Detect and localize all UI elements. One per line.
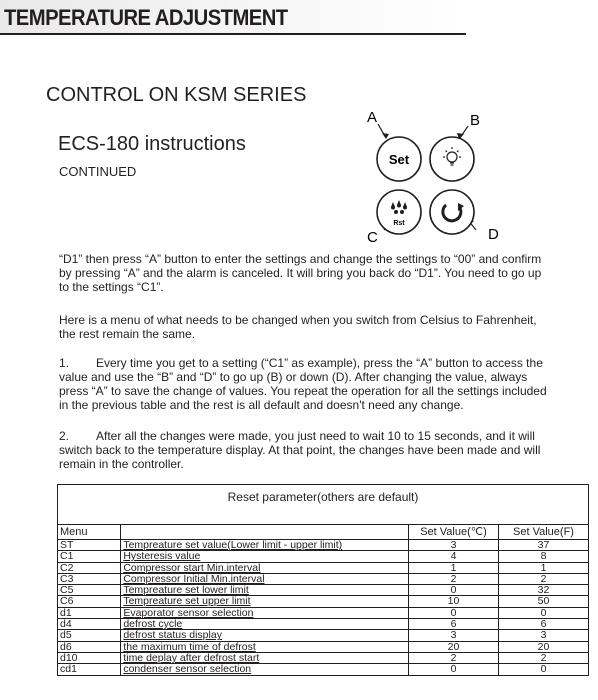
celsius-value-cell: 0: [409, 585, 499, 596]
description-cell: defrost cycle: [121, 619, 409, 630]
description-cell: Tempreature set upper limit: [121, 596, 409, 607]
description-cell: Evaporator sensor selection: [121, 607, 409, 618]
table-row: [58, 607, 589, 618]
instruction-paragraph: “D1” then press “A” button to enter the settings and change the settings to “00” and confirm by pressing “A” and the alarm is canceled. It will bring you back do “D1”. You need to go up to the settings “C1”.: [59, 252, 542, 294]
menu-code-cell: d6: [58, 641, 121, 652]
celsius-value-cell: 20: [409, 641, 499, 652]
celsius-value-cell: 0: [409, 607, 499, 618]
menu-code-cell: C3: [58, 573, 121, 584]
list-item-number: 1.: [59, 356, 70, 370]
celsius-value-cell: 1: [409, 562, 499, 573]
list-item: [59, 429, 549, 471]
column-header-menu: Menu: [58, 525, 121, 540]
table-header-row: [58, 525, 589, 540]
column-header-fahrenheit: Set Value(F): [498, 525, 588, 540]
celsius-value-cell: 2: [409, 573, 499, 584]
description-cell: Compressor start Min.interval: [121, 562, 409, 573]
button-c-label: C: [367, 229, 378, 246]
table-row: [58, 630, 589, 641]
continued-label: CONTINUED: [59, 164, 137, 179]
menu-code-cell: C6: [58, 596, 121, 607]
page-header-title: TEMPERATURE ADJUSTMENT: [4, 5, 288, 30]
menu-code-cell: d10: [58, 652, 121, 663]
menu-code-cell: C1: [58, 551, 121, 562]
table-row: [58, 641, 589, 652]
fahrenheit-value-cell: 1: [498, 562, 588, 573]
menu-code-cell: d5: [58, 630, 121, 641]
column-header-celsius: Set Value(℃): [409, 525, 499, 540]
menu-code-cell: ST: [58, 540, 121, 551]
control-buttons-diagram: [362, 108, 502, 248]
button-d-label: D: [488, 226, 499, 243]
menu-code-cell: C2: [58, 562, 121, 573]
description-cell: Compressor Initial Min.interval: [121, 573, 409, 584]
reset-parameter-table: [57, 484, 589, 676]
rst-label: Rst: [393, 220, 405, 227]
celsius-value-cell: 2: [409, 652, 499, 663]
header-bar: [0, 0, 466, 35]
defrost-button[interactable]: [377, 190, 421, 234]
celsius-value-cell: 6: [409, 619, 499, 630]
table-row: [58, 596, 589, 607]
column-header-description: [121, 525, 409, 540]
list-item: [59, 356, 549, 412]
fahrenheit-value-cell: 3: [498, 630, 588, 641]
description-cell: condenser sensor selection: [121, 664, 409, 675]
document-title: ECS-180 instructions: [58, 133, 246, 155]
menu-code-cell: d1: [58, 607, 121, 618]
description-cell: Tempreature set value(Lower limit - upper limit): [121, 540, 409, 551]
table-row: [58, 551, 589, 562]
celsius-value-cell: 4: [409, 551, 499, 562]
menu-code-cell: cd1: [58, 664, 121, 675]
celsius-value-cell: 3: [409, 540, 499, 551]
menu-code-cell: C5: [58, 585, 121, 596]
fahrenheit-value-cell: 37: [498, 540, 588, 551]
description-cell: the maximum time of defrost: [121, 641, 409, 652]
fahrenheit-value-cell: 0: [498, 664, 588, 675]
table-row: [58, 619, 589, 630]
menu-code-cell: d4: [58, 619, 121, 630]
list-item-text: Every time you get to a setting (“C1” as example), press the “A” button to access the value and use the “B” and “D” to go up (B) or down (D). After changing the value, always press “A” to save the change of values. You repeat the operation for all the settings included in the previous table and the rest is all default and doesn't need any change.: [59, 356, 547, 412]
celsius-value-cell: 3: [409, 630, 499, 641]
fahrenheit-value-cell: 0: [498, 607, 588, 618]
table-row: [58, 562, 589, 573]
celsius-value-cell: 0: [409, 664, 499, 675]
button-a-label: A: [367, 109, 378, 126]
description-cell: Tempreature set lower limit: [121, 585, 409, 596]
fahrenheit-value-cell: 2: [498, 573, 588, 584]
table-row: [58, 652, 589, 663]
fahrenheit-value-cell: 20: [498, 641, 588, 652]
fahrenheit-value-cell: 32: [498, 585, 588, 596]
table-title-row: [58, 485, 589, 510]
menu-intro-paragraph: Here is a menu of what needs to be changed when you switch from Celsius to Fahrenheit, the rest remain the same.: [59, 313, 537, 341]
list-item-text: After all the changes were made, you just need to wait 10 to 15 seconds, and it will switch back to the temperature display. At that point, the changes have been made and will remain in the controller.: [59, 429, 541, 471]
fahrenheit-value-cell: 2: [498, 652, 588, 663]
section-title: CONTROL ON KSM SERIES: [46, 84, 307, 106]
table-row: [58, 585, 589, 596]
fahrenheit-value-cell: 50: [498, 596, 588, 607]
description-cell: defrost status display: [121, 630, 409, 641]
down-button[interactable]: [430, 190, 474, 234]
list-item-number: 2.: [59, 429, 70, 443]
light-button[interactable]: [430, 137, 474, 181]
table-title: Reset parameter(others are default): [58, 485, 589, 510]
description-cell: time deplay after defrost start: [121, 652, 409, 663]
description-cell: Hysteresis value: [121, 551, 409, 562]
button-b-label: B: [470, 112, 481, 129]
celsius-value-cell: 10: [409, 596, 499, 607]
table-row: [58, 540, 589, 551]
set-button[interactable]: [377, 137, 421, 181]
table-row: [58, 664, 589, 675]
fahrenheit-value-cell: 6: [498, 619, 588, 630]
table-row: [58, 573, 589, 584]
set-button-label: Set: [388, 152, 410, 167]
fahrenheit-value-cell: 8: [498, 551, 588, 562]
